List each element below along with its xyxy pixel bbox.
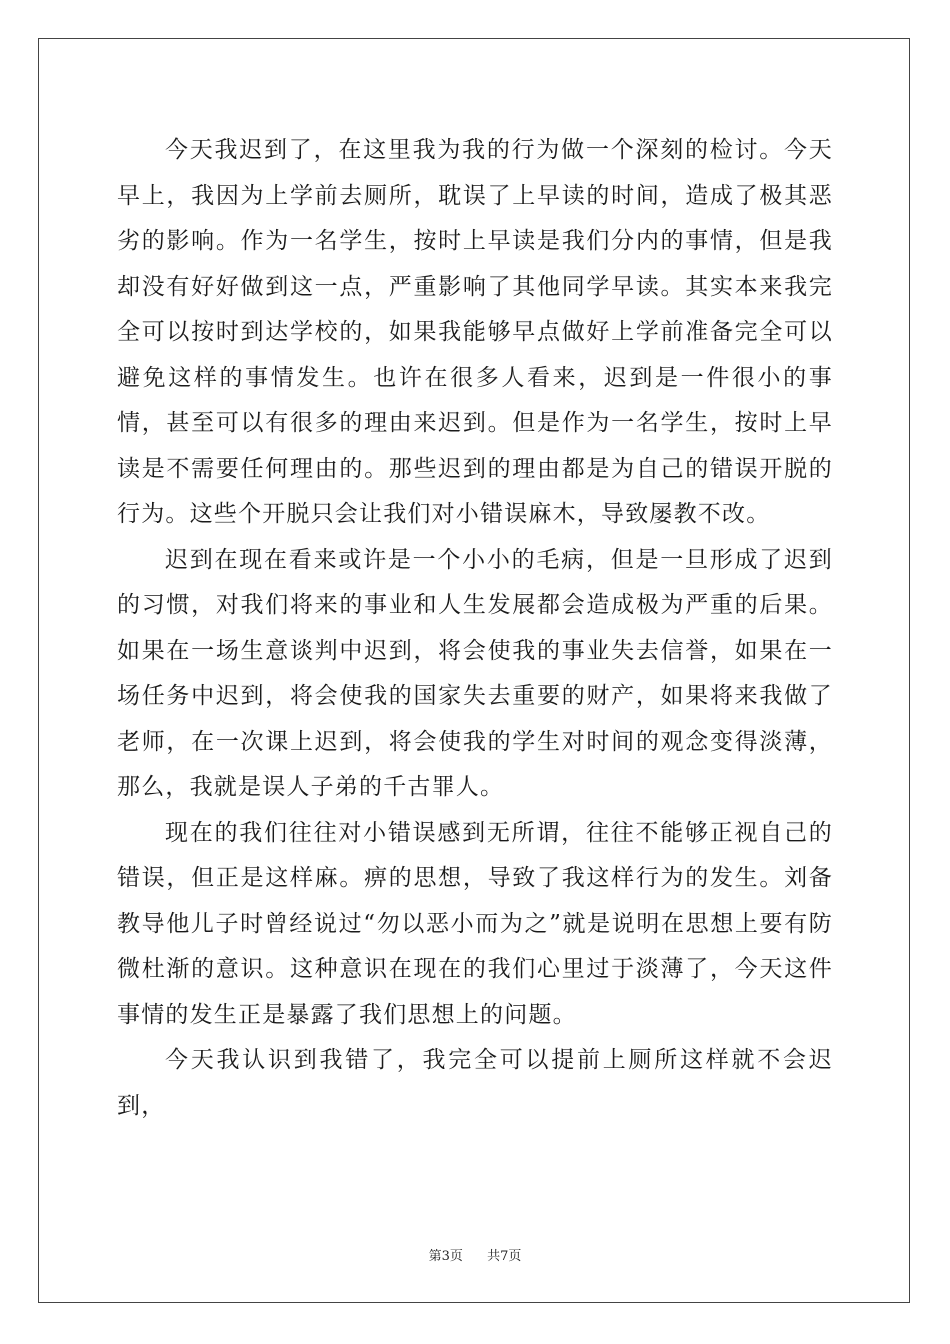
page-footer <box>0 1245 950 1264</box>
paragraph-1: 今天我迟到了，在这里我为我的行为做一个深刻的检讨。今天早上，我因为上学前去厕所，耽误了上早读的时间，造成了极其恶劣的影响。作为一名学生，按时上早读是我们分内的事情，但是我却没有好好做到这一点，严重影响了其他同学早读。其实本来我完全可以按时到达学校的，如果我能够早点做好上学前准备完全可以避免这样的事情发生。也许在很多人看来，迟到是一件很小的事情，甚至可以有很多的理由来迟到。但是作为一名学生，按时上早读是不需要任何理由的。那些迟到的理由都是为自己的错误开脱的行为。这些个开脱只会让我们对小错误麻木，导致屡教不改。 <box>117 137 833 527</box>
page-total: 共7页 <box>487 1249 522 1264</box>
page-number: 第3页 <box>428 1249 463 1264</box>
paragraph-2: 迟到在现在看来或许是一个小小的毛病，但是一旦形成了迟到的习惯，对我们将来的事业和人生发展都会造成极为严重的后果。如果在一场生意谈判中迟到，将会使我的事业失去信誉，如果在一场任务中迟到，将会使我的国家失去重要的财产，如果将来我做了老师，在一次课上迟到，将会使我的学生对时间的观念变得淡薄，那么，我就是误人子弟的千古罪人。 <box>117 546 833 800</box>
document-body <box>117 128 833 1129</box>
paragraph-4: 今天我认识到我错了，我完全可以提前上厕所这样就不会迟到， <box>117 1047 833 1119</box>
paragraph-3: 现在的我们往往对小错误感到无所谓，往往不能够正视自己的错误，但正是这样麻。痹的思想，导致了我这样行为的发生。刘备教导他儿子时曾经说过“勿以恶小而为之”就是说明在思想上要有防微杜渐的意识。这种意识在现在的我们心里过于淡薄了，今天这件事情的发生正是暴露了我们思想上的问题。 <box>117 819 833 1028</box>
